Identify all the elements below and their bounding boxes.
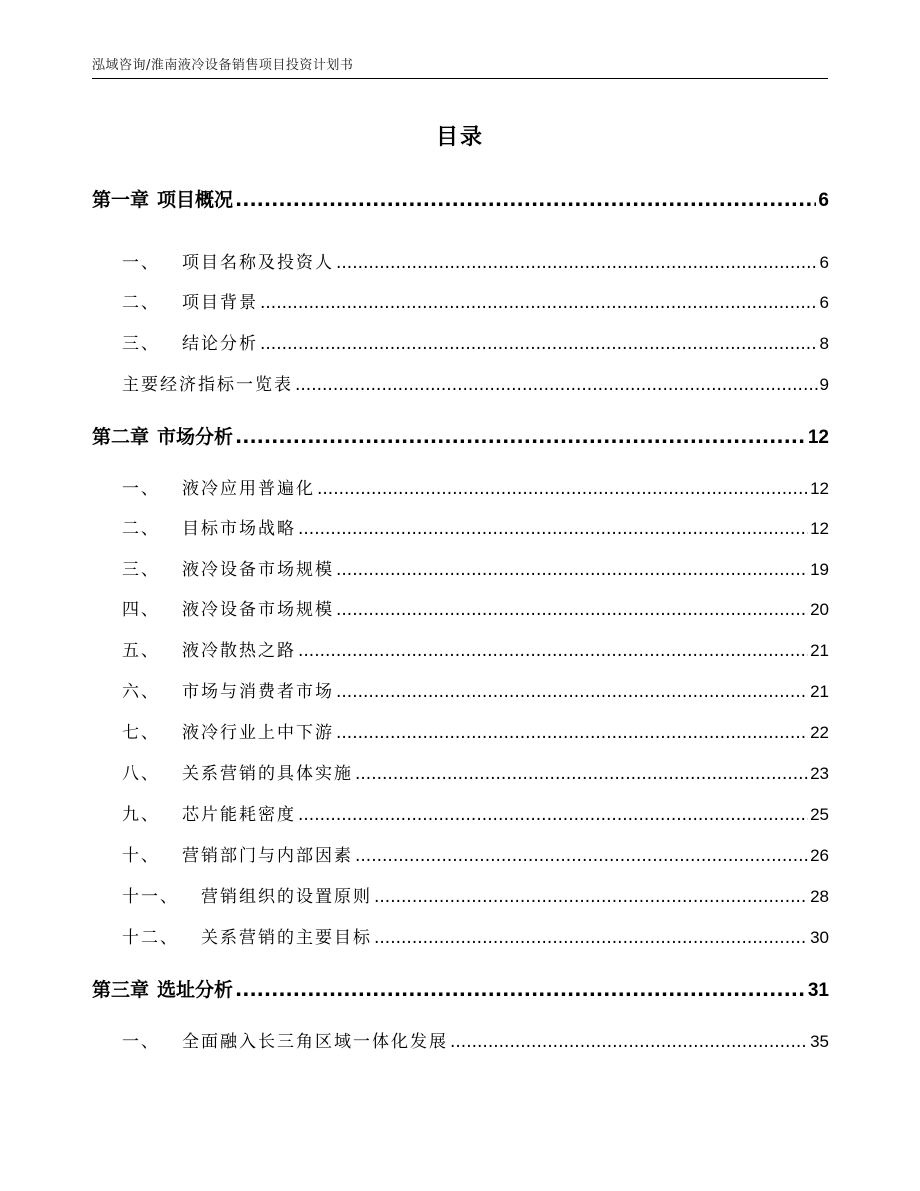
toc-entry-label: 液冷散热之路 [182, 641, 296, 661]
toc-dot-leader [298, 805, 808, 825]
toc-entry-number: 七、 [122, 723, 160, 743]
toc-page-number: 28 [810, 887, 829, 906]
toc-page-number: 21 [810, 682, 829, 701]
toc-entry-number: 八、 [122, 764, 160, 784]
toc-section-entry[interactable] [122, 248, 829, 273]
toc-dot-leader [260, 293, 818, 313]
toc-dot-leader [336, 682, 808, 702]
toc-dot-leader [355, 846, 808, 866]
toc-entry-number: 五、 [122, 641, 160, 661]
toc-dot-leader [374, 887, 808, 907]
toc-page-number: 8 [819, 334, 829, 353]
toc-entry-number: 二、 [122, 519, 160, 539]
toc-entry-label: 结论分析 [182, 334, 258, 354]
toc-section-entry[interactable] [122, 370, 829, 395]
toc-dot-leader [336, 253, 818, 273]
toc-entry-label: 关系营销的主要目标 [201, 928, 372, 948]
toc-entry-label: 营销组织的设置原则 [201, 887, 372, 907]
toc-entry-number: 第一章 [92, 189, 150, 211]
toc-dot-leader [336, 600, 808, 620]
toc-entry-label: 液冷设备市场规模 [182, 600, 334, 620]
toc-section-entry[interactable] [122, 677, 829, 702]
toc-entry-number: 三、 [122, 560, 160, 580]
toc-page-number: 6 [819, 293, 829, 312]
toc-page-number: 20 [810, 600, 829, 619]
toc-page-number: 21 [810, 641, 829, 660]
toc-entry-number: 九、 [122, 805, 160, 825]
toc-entry-label: 芯片能耗密度 [182, 805, 296, 825]
toc-dot-leader [336, 723, 808, 743]
toc-entry-number: 一、 [122, 253, 160, 273]
toc-entry-label: 项目背景 [182, 293, 258, 313]
toc-dot-leader [260, 334, 818, 354]
toc-entry-number: 四、 [122, 600, 160, 620]
toc-section-entry[interactable] [122, 923, 829, 948]
toc-page-number: 22 [810, 723, 829, 742]
toc-entry-number: 十、 [122, 846, 160, 866]
toc-title: 目录 [435, 125, 484, 150]
toc-chapter-entry[interactable] [92, 422, 829, 449]
toc-section-entry[interactable] [122, 555, 829, 580]
toc-entry-label: 液冷行业上中下游 [182, 723, 334, 743]
toc-page-number: 31 [807, 980, 829, 1001]
toc-chapter-entry[interactable] [92, 185, 829, 212]
toc-section-entry[interactable] [122, 882, 829, 907]
toc-page-number: 30 [810, 928, 829, 947]
toc-entry-label: 液冷设备市场规模 [182, 560, 334, 580]
toc-page-number: 12 [810, 519, 829, 538]
toc-section-entry[interactable] [122, 841, 829, 866]
toc-section-entry[interactable] [122, 288, 829, 313]
toc-section-entry[interactable] [122, 800, 829, 825]
toc-entry-label: 市场与消费者市场 [182, 682, 334, 702]
toc-dot-leader [374, 928, 808, 948]
toc-page-number: 9 [819, 375, 829, 394]
toc-page-number: 26 [810, 846, 829, 865]
toc-entry-label: 项目名称及投资人 [182, 253, 334, 273]
toc-entry-number: 二、 [122, 293, 160, 313]
toc-entry-label: 营销部门与内部因素 [182, 846, 353, 866]
document-header: 泓域咨询/淮南液冷设备销售项目投资计划书 [92, 58, 354, 73]
toc-entry-label: 市场分析 [157, 426, 234, 448]
toc-page-number: 12 [810, 479, 829, 498]
toc-page-number: 12 [807, 427, 829, 448]
toc-entry-number: 六、 [122, 682, 160, 702]
toc-dot-leader [450, 1032, 808, 1052]
toc-entry-label: 选址分析 [157, 979, 234, 1001]
toc-entry-label: 项目概况 [157, 189, 234, 211]
toc-entry-label: 液冷应用普遍化 [182, 479, 315, 499]
toc-section-entry[interactable] [122, 636, 829, 661]
toc-section-entry[interactable] [122, 474, 829, 499]
toc-entry-label: 关系营销的具体实施 [182, 764, 353, 784]
toc-page-number: 6 [819, 253, 829, 272]
toc-dot-leader [298, 519, 808, 539]
header-divider [92, 78, 828, 79]
toc-section-entry[interactable] [122, 329, 829, 354]
toc-section-entry[interactable] [122, 1027, 829, 1052]
toc-entry-number: 十一、 [122, 887, 179, 907]
toc-entry-label: 全面融入长三角区域一体化发展 [182, 1032, 448, 1052]
toc-dot-leader [298, 641, 808, 661]
toc-section-entry[interactable] [122, 514, 829, 539]
toc-entry-number: 十二、 [122, 928, 179, 948]
toc-section-entry[interactable] [122, 759, 829, 784]
toc-dot-leader [317, 479, 808, 499]
toc-entry-label: 目标市场战略 [182, 519, 296, 539]
toc-page-number: 23 [810, 764, 829, 783]
toc-dot-leader [336, 560, 808, 580]
toc-page-number: 6 [818, 190, 829, 211]
toc-entry-number: 一、 [122, 479, 160, 499]
toc-page-number: 25 [810, 805, 829, 824]
toc-entry-number: 第二章 [92, 426, 150, 448]
toc-chapter-entry[interactable] [92, 975, 829, 1002]
toc-entry-label: 主要经济指标一览表 [122, 375, 293, 395]
toc-dot-leader [355, 764, 808, 784]
toc-page-number: 35 [810, 1032, 829, 1051]
toc-entry-number: 第三章 [92, 979, 150, 1001]
toc-entry-number: 三、 [122, 334, 160, 354]
toc-dot-leader [235, 189, 816, 211]
toc-dot-leader [235, 979, 806, 1001]
toc-section-entry[interactable] [122, 718, 829, 743]
toc-dot-leader [295, 375, 818, 395]
toc-section-entry[interactable] [122, 595, 829, 620]
toc-page-number: 19 [810, 560, 829, 579]
toc-entry-number: 一、 [122, 1032, 160, 1052]
toc-dot-leader [235, 426, 806, 448]
